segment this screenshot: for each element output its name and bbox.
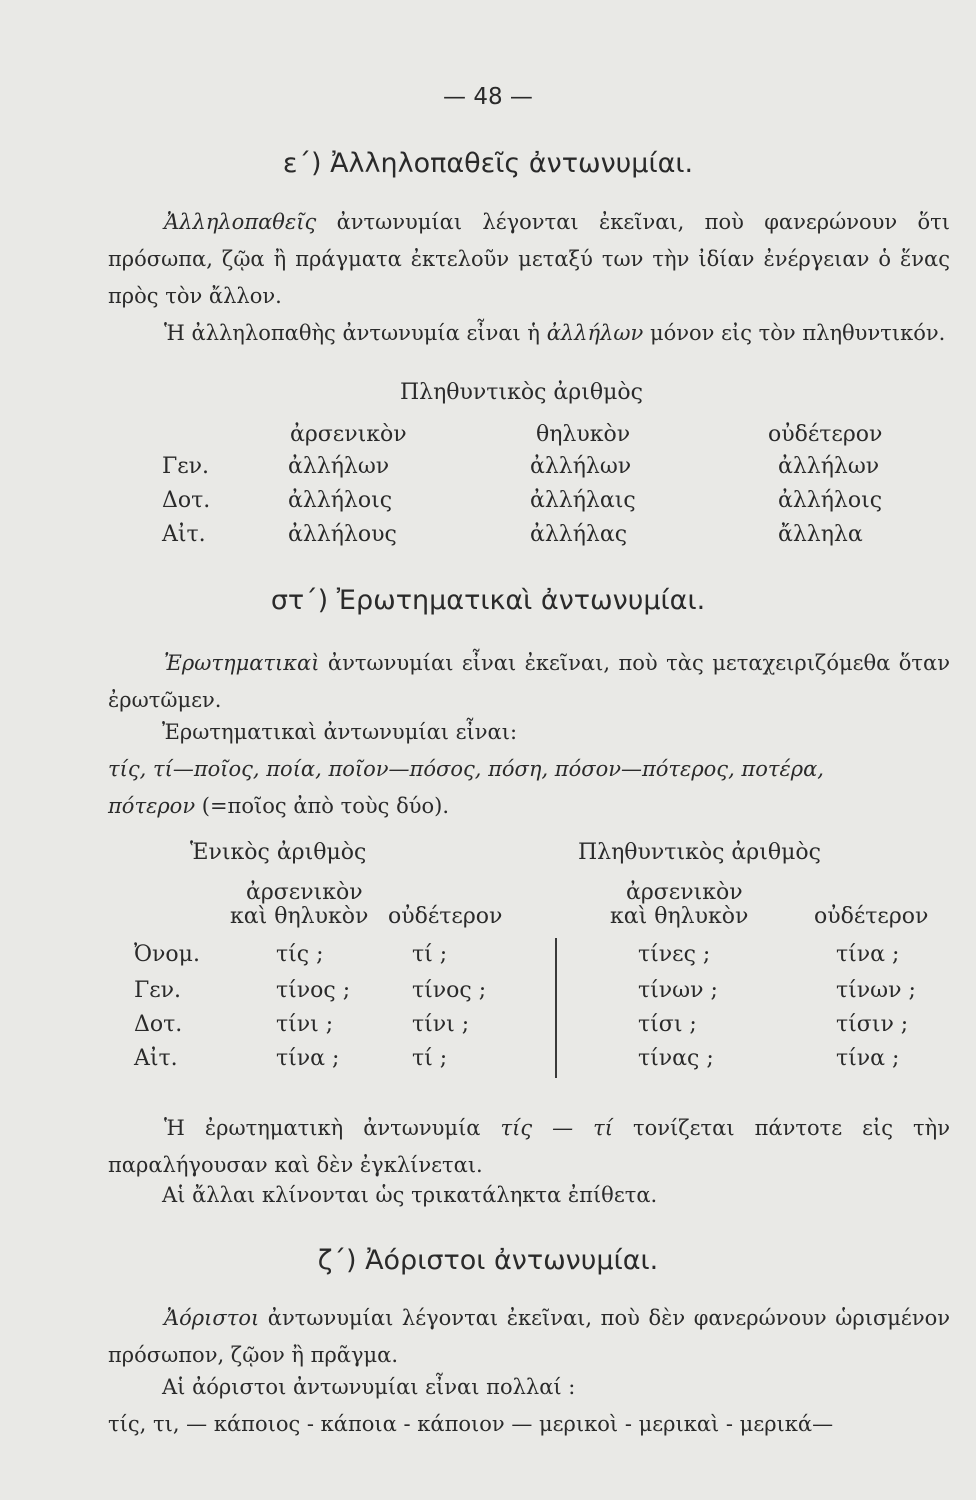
singular-title: Ἑνικὸς ἀριθμὸς (190, 840, 367, 865)
form-cell: τίνες ; (638, 942, 711, 967)
accent-rule-start: Ἡ ἐρωτηματικὴ ἀντωνυμία (164, 1116, 501, 1140)
form-cell: τίνος ; (276, 978, 351, 1003)
form-cell: ἀλλήλων (778, 454, 880, 479)
form-cell: ἄλληλα (778, 522, 863, 547)
form-cell: τίνων ; (638, 978, 718, 1003)
section-st-list-line-2 (108, 794, 449, 818)
section-z-list: τίς, τι, — κάποιος - κάποια - κάποιον — μερικοὶ - μερικαὶ - μερικά— (108, 1412, 834, 1436)
section-st-list-intro: Ἐρωτηματικαὶ ἀντωνυμίαι εἶναι: (162, 720, 518, 744)
section-e-note-end: μόνον εἰς τὸν πληθυντικόν. (643, 321, 946, 345)
case-label: Αἰτ. (162, 522, 206, 547)
form-cell: τίς ; (276, 942, 324, 967)
section-e-definition (108, 204, 950, 315)
form-cell: τίνα ; (836, 942, 900, 967)
form-cell: τίσι ; (638, 1012, 697, 1037)
section-e-note-word: ἀλλήλων (546, 321, 644, 345)
form-cell: τίσιν ; (836, 1012, 909, 1037)
form-cell: τίνων ; (836, 978, 916, 1003)
section-e-table-title: Πληθυντικὸς ἀριθμὸς (400, 380, 643, 405)
case-label: Ὀνομ. (134, 942, 200, 967)
plur-neuter-header: οὐδέτερον (814, 904, 929, 929)
sing-masc-fem-line-2: καὶ θηλυκὸν (230, 904, 369, 929)
section-e-heading: ε΄) Ἀλληλοπαθεῖς ἀντωνυμίαι. (282, 148, 694, 179)
section-st-heading: στ΄) Ἐρωτηματικαὶ ἀντωνυμίαι. (270, 585, 706, 616)
accent-rule-end: τονίζεται πάντοτε εἰς τὴν παραλήγουσαν καὶ δὲν ἐγκλίνεται. (108, 1116, 950, 1177)
accent-rule-word: τίς — τί (500, 1116, 613, 1140)
section-st-definition (108, 645, 950, 719)
sing-masc-fem-line-1: ἀρσενικὸν (246, 880, 363, 905)
form-cell: ἀλλήλαις (530, 488, 636, 513)
form-cell: τί ; (412, 942, 448, 967)
section-z-many: Αἱ ἀόριστοι ἀντωνυμίαι εἶναι πολλαί : (162, 1375, 576, 1399)
form-cell: τίνας ; (638, 1046, 714, 1071)
case-label: Δοτ. (162, 488, 211, 513)
case-label: Αἰτ. (134, 1046, 178, 1071)
form-cell: τί ; (412, 1046, 448, 1071)
case-label: Γεν. (134, 978, 182, 1003)
form-cell: τίνος ; (412, 978, 487, 1003)
form-cell: τίνι ; (412, 1012, 470, 1037)
case-label: Γεν. (162, 454, 210, 479)
form-cell: τίνα ; (276, 1046, 340, 1071)
form-cell: ἀλλήλας (530, 522, 628, 547)
section-st-definition-text: ἀντωνυμίαι εἶναι ἐκεῖναι, ποὺ τὰς μεταχειριζόμεθα ὅταν ἐρωτῶμεν. (108, 651, 950, 712)
gender-masc: ἀρσενικὸν (290, 422, 407, 447)
section-z-definition (108, 1300, 950, 1374)
gender-fem: θηλυκὸν (536, 422, 631, 447)
section-z-heading: ζ΄) Ἀόριστοι ἀντωνυμίαι. (317, 1245, 659, 1276)
sing-neuter-header: οὐδέτερον (388, 904, 503, 929)
section-z-term: Ἀόριστοι (164, 1306, 260, 1330)
section-st-list-rest: (=ποῖος ἀπὸ τοὺς δύο). (195, 794, 450, 818)
form-cell: ἀλλήλοις (778, 488, 883, 513)
form-cell: ἀλλήλοις (288, 488, 393, 513)
section-st-others: Αἱ ἄλλαι κλίνονται ὡς τρικατάληκτα ἐπίθετα. (162, 1183, 658, 1207)
form-cell: ἀλλήλους (288, 522, 397, 547)
section-st-list-italic: πότερον (108, 794, 196, 818)
case-label: Δοτ. (134, 1012, 183, 1037)
form-cell: τίνα ; (836, 1046, 900, 1071)
section-z-definition-text: ἀντωνυμίαι λέγονται ἐκεῖναι, ποὺ δὲν φανερώνουν ὡρισμένον πρόσωπον, ζῷον ἢ πρᾶγμα. (108, 1306, 950, 1367)
section-st-term: Ἐρωτηματικαὶ (164, 651, 320, 675)
section-e-term: Ἀλληλοπαθεῖς (164, 210, 317, 234)
plural-title: Πληθυντικὸς ἀριθμὸς (578, 840, 821, 865)
table-divider (555, 938, 557, 1078)
section-st-list-line-1: τίς, τί—ποῖος, ποία, ποῖον—πόσος, πόση, πόσον—πότερος, ποτέρα, (108, 757, 824, 781)
gender-neut: οὐδέτερον (768, 422, 883, 447)
section-e-note-start: Ἡ ἀλληλοπαθὴς ἀντωνυμία εἶναι ἡ (164, 321, 547, 345)
section-st-accent-rule (108, 1110, 950, 1184)
plur-masc-fem-line-2: καὶ θηλυκὸν (610, 904, 749, 929)
section-e-definition-text: ἀντωνυμίαι λέγονται ἐκεῖναι, ποὺ φανερώνουν ὅτι πρόσωπα, ζῷα ἢ πράγματα ἐκτελοῦν μεταξύ των τὴν ἰδίαν ἐνέργειαν ὁ ἕνας πρὸς τὸν ἄλλον. (108, 210, 950, 308)
page-number: — 48 — (443, 84, 533, 110)
form-cell: ἀλλήλων (288, 454, 390, 479)
form-cell: ἀλλήλων (530, 454, 632, 479)
plur-masc-fem-line-1: ἀρσενικὸν (626, 880, 743, 905)
section-e-note (108, 315, 950, 352)
form-cell: τίνι ; (276, 1012, 334, 1037)
